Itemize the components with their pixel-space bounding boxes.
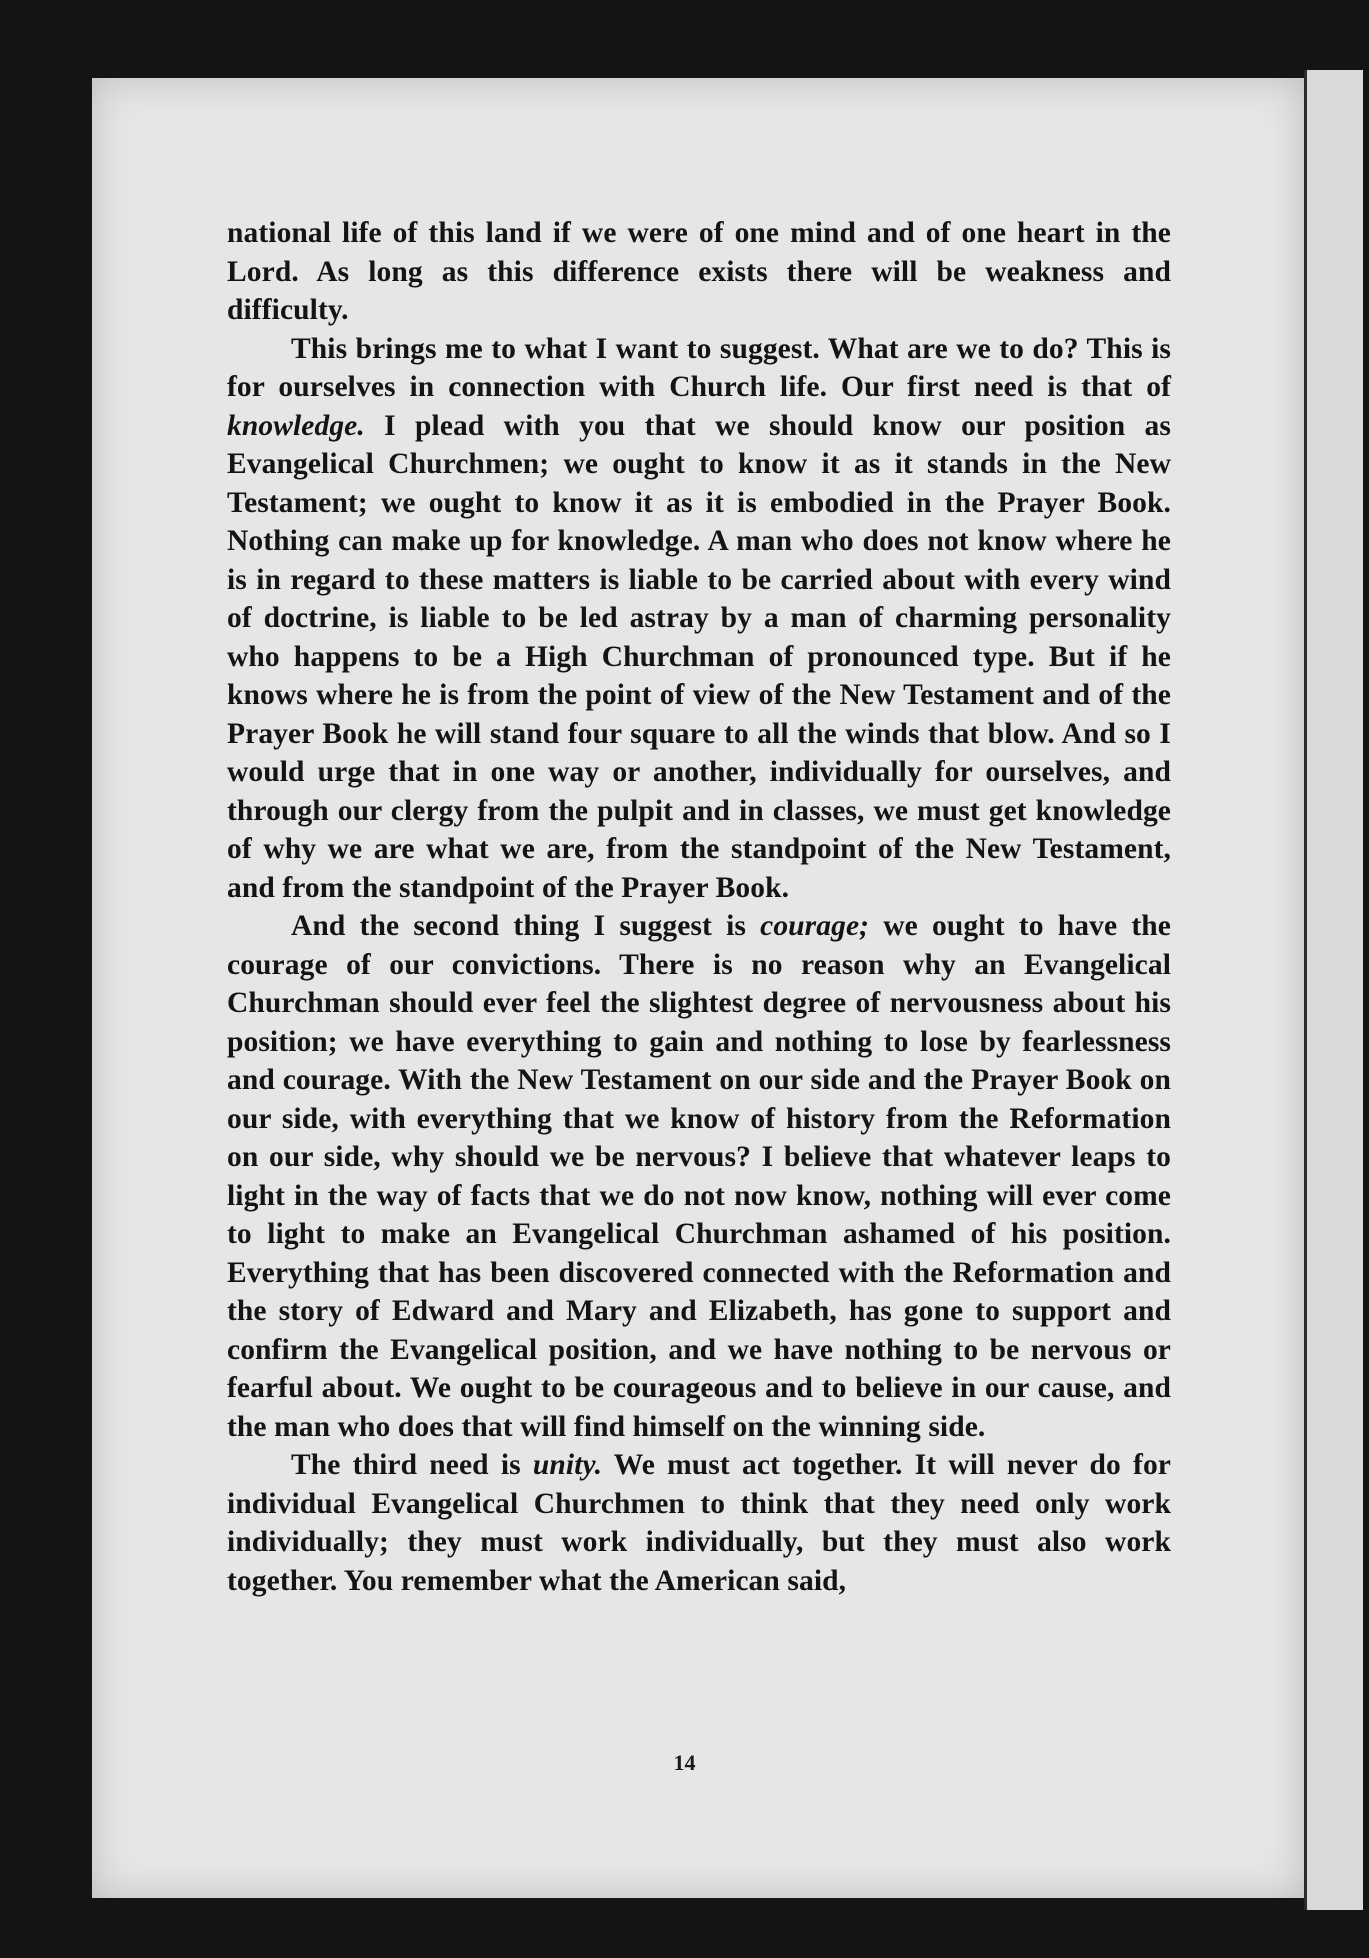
body-text [227, 214, 1171, 1600]
text-run: We must act together. It will never do for individual Evangelical Churchmen to think that they need only work individually; they must work individually, but they must also work together. You remember what the American said, [227, 1449, 1171, 1597]
paragraph-2 [227, 330, 1171, 908]
text-run: we ought to have the courage of our convictions. There is no reason why an Evangelical Churchman should ever feel the slightest degree of nervousness about his position; we have everything to gain and nothing to lose by fearlessness and courage. With the New Testament on our side and the Prayer Book on our side, with everything that we know of history from the Reformation on our side, why should we be nervous? I believe that whatever leaps to light in the way of facts that we do not now know, nothing will ever come to light to make an Evangelical Churchman ashamed of his position. Everything that has been discovered connected with the Reformation and the story of Edward and Mary and Elizabeth, has gone to support and confirm the Evangelical position, and we have nothing to be nervous or fearful about. We ought to be courageous and to believe in our cause, and the man who does that will find himself on the winning side. [227, 910, 1171, 1443]
emphasized-term: courage; [760, 910, 870, 942]
paragraph-3 [227, 907, 1171, 1446]
page-number: 14 [673, 1750, 696, 1775]
emphasized-term: unity. [532, 1449, 603, 1481]
text-run: The third need is [291, 1449, 533, 1481]
text-run: This brings me to what I want to suggest. What are we to do? This is for ourselves in connection with Church life. Our first need is that of [227, 332, 1171, 403]
paragraph-4 [227, 1446, 1171, 1600]
adjacent-page-edge [1304, 70, 1363, 1910]
paragraph-1 [227, 214, 1171, 330]
text-run: national life of this land if we were of one mind and of one heart in the Lord. As long as this difference exists there will be weakness and difficulty. [227, 217, 1171, 326]
emphasized-term: knowledge. [227, 409, 365, 442]
text-run: I plead with you that we should know our position as Evangelical Churchmen; we ought to know it as it stands in the New Testament; we ought to know it as it is embodied in the Prayer Book. Nothing can make up for knowledge. A man who does not know where he is in regard to these matters is liable to be carried about with every wind of doctrine, is liable to be led astray by a man of charming personality who happens to be a High Churchman of pronounced type. But if he knows where he is from the point of view of the New Testament and of the Prayer Book he will stand four square to all the winds that blow. And so I would urge that in one way or another, individually for ourselves, and through our clergy from the pulpit and in classes, we must get knowledge of why we are what we are, from the standpoint of the New Testament, and from the standpoint of the Prayer Book. [227, 409, 1171, 904]
text-run: And the second thing I suggest is [291, 910, 761, 942]
